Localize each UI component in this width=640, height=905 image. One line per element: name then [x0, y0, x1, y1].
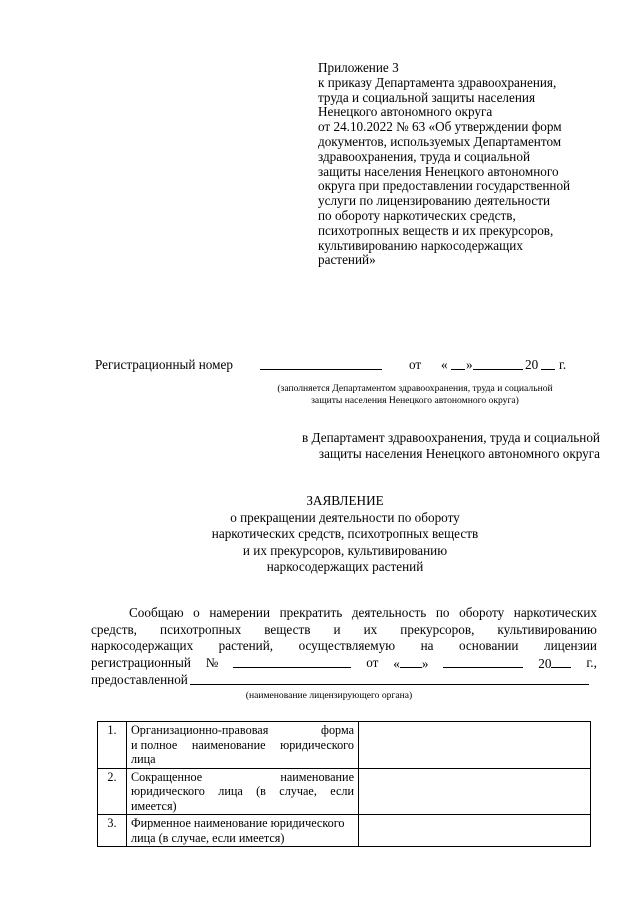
body-word: психотропных — [160, 621, 242, 637]
row-label-line — [131, 784, 354, 799]
body-line5-label: предоставленной — [91, 672, 188, 687]
body-line4-year-suffix: г., — [586, 654, 597, 670]
row-number: 1. — [98, 722, 127, 769]
registration-line — [95, 357, 595, 377]
body-word: веществ — [264, 621, 311, 637]
appendix-line: от 24.10.2022 № 63 «Об утверждении форм — [318, 119, 562, 135]
appendix-line: труда и социальной защиты населения — [318, 89, 536, 105]
row-label-word: и полное — [131, 737, 178, 752]
license-year-blank — [551, 655, 571, 668]
body-word: осуществляемую — [298, 638, 396, 653]
body-line4-open-quote: « — [393, 655, 400, 671]
row-label-word: случае, — [279, 784, 317, 798]
row-label — [127, 815, 359, 847]
registration-month-blank — [473, 357, 523, 370]
row-label-word: лица — [131, 752, 156, 766]
body-word: их — [363, 621, 378, 637]
body-word: о — [193, 605, 200, 620]
row-label-word: лица — [218, 784, 243, 798]
appendix-line: по обороту наркотических средств, — [318, 207, 516, 223]
row-label-line — [131, 816, 354, 831]
body-word: наркосодержащих — [91, 638, 194, 653]
row-value-field[interactable] — [359, 768, 591, 815]
appendix-line: Ненецкого автономного округа — [318, 104, 493, 120]
body-word: прекурсоров, — [400, 621, 475, 637]
licensing-authority-note: (наименование лицензирующего органа) — [245, 689, 413, 701]
body-word: по — [435, 605, 450, 620]
body-line2 — [91, 622, 597, 639]
body-word: Сообщаю — [129, 605, 184, 620]
title-heading: ЗАЯВЛЕНИЕ — [306, 493, 384, 508]
appendix-line: растений» — [318, 252, 376, 268]
registration-year-blank — [541, 357, 555, 370]
body-word: намерении — [209, 605, 271, 620]
row-label — [127, 722, 359, 769]
body-word: и — [333, 621, 341, 637]
title-line2: наркотических средств, психотропных веществ — [211, 526, 479, 541]
licensing-authority-blank — [190, 672, 589, 685]
license-number-blank — [233, 655, 351, 668]
body-line1 — [91, 605, 597, 622]
body-word: средств, — [91, 621, 137, 637]
body-word: растений, — [218, 638, 274, 653]
appendix-line: услуги по лицензированию деятельности — [318, 193, 551, 209]
title-line4: наркосодержащих растений — [266, 559, 424, 574]
body-word: деятельность — [351, 605, 427, 620]
appendix-line: Приложение 3 — [318, 60, 399, 75]
row-label-word: если — [330, 784, 354, 798]
body-word: культивированию — [497, 621, 597, 637]
registration-number-blank — [260, 357, 382, 370]
table-row — [98, 722, 591, 769]
table-row — [98, 768, 591, 815]
row-label-line — [131, 770, 354, 785]
title-line1: о прекращении деятельности по обороту — [230, 509, 460, 525]
body-word: лицензии — [544, 638, 597, 653]
row-label-word: имеется) — [131, 798, 177, 813]
body-word: на — [420, 638, 434, 653]
appendix-line: документов, используемых Департаментом — [318, 133, 562, 149]
row-number: 3. — [98, 815, 127, 847]
appendix-line: психотропных веществ и их прекурсоров, — [318, 222, 554, 238]
addressee-line2: защиты населения Ненецкого автономного округа — [318, 446, 600, 461]
body-word: обороту — [459, 605, 505, 620]
body-line3 — [91, 638, 597, 655]
table-row — [98, 815, 591, 847]
row-label-line — [131, 723, 354, 738]
addressee-line1: в Департамент здравоохранения, труда и социальной — [302, 430, 600, 445]
row-label-line — [131, 831, 354, 846]
appendix-line: здравоохранения, труда и социальной — [318, 148, 531, 164]
row-label-word: Фирменное наименование юридического — [131, 816, 345, 830]
appendix-header — [318, 61, 608, 268]
body-line4-word-registration: регистрационный — [91, 654, 191, 670]
row-number: 2. — [98, 768, 127, 815]
applicant-info-table — [97, 721, 591, 847]
body-line4 — [91, 655, 597, 673]
registration-close-quote: » — [466, 357, 473, 372]
row-label-word: Сокращенное — [131, 769, 203, 784]
registration-year-prefix: 20 — [525, 357, 539, 372]
body-line4-from: от — [366, 654, 379, 670]
appendix-line: защиты населения Ненецкого автономного — [318, 163, 559, 179]
registration-note-line2: защиты населения Ненецкого автономного округа) — [311, 395, 519, 406]
license-day-blank — [400, 655, 422, 668]
addressee — [270, 430, 600, 462]
appendix-line: округа при предоставлении государственной — [318, 178, 571, 194]
registration-day-blank — [451, 357, 465, 370]
body-line4-number-sign: № — [205, 654, 219, 670]
appendix-line: к приказу Департамента здравоохранения, — [318, 74, 557, 90]
registration-year-suffix: г. — [559, 357, 567, 372]
body-line4-year-prefix: 20 — [538, 655, 552, 671]
row-label-word: форма — [321, 723, 354, 737]
registration-open-quote: « — [441, 357, 448, 372]
row-label — [127, 768, 359, 815]
row-label-word: наименование — [280, 769, 354, 784]
row-label-line — [131, 752, 354, 767]
row-value-field[interactable] — [359, 722, 591, 769]
license-month-blank — [443, 655, 523, 668]
row-label-word: лица (в случае, если имеется) — [131, 830, 285, 845]
body-word: прекратить — [279, 605, 343, 620]
row-label-word: юридического — [131, 784, 205, 798]
row-label-line — [131, 799, 354, 814]
registration-label: Регистрационный номер — [95, 357, 233, 372]
title-line3: и их прекурсоров, культивированию — [242, 542, 448, 558]
row-value-field[interactable] — [359, 815, 591, 847]
body-line5 — [91, 672, 597, 689]
row-label-word: (в — [256, 784, 266, 798]
registration-note — [255, 383, 575, 407]
document-title — [150, 493, 540, 576]
registration-note-line1: (заполняется Департаментом здравоохранения, труда и социальной — [277, 383, 553, 394]
row-label-word: Организационно-правовая — [131, 723, 269, 737]
row-label-line — [131, 738, 354, 753]
row-label-word: юридического — [280, 737, 354, 752]
body-line4-close-quote: » — [421, 655, 429, 671]
body-word: основании — [458, 638, 519, 653]
registration-from: от — [409, 357, 422, 372]
statement-body — [91, 605, 597, 702]
appendix-line: культивированию наркосодержащих — [318, 237, 523, 253]
body-word: наркотических — [513, 605, 597, 620]
row-label-word: наименование — [191, 737, 266, 752]
